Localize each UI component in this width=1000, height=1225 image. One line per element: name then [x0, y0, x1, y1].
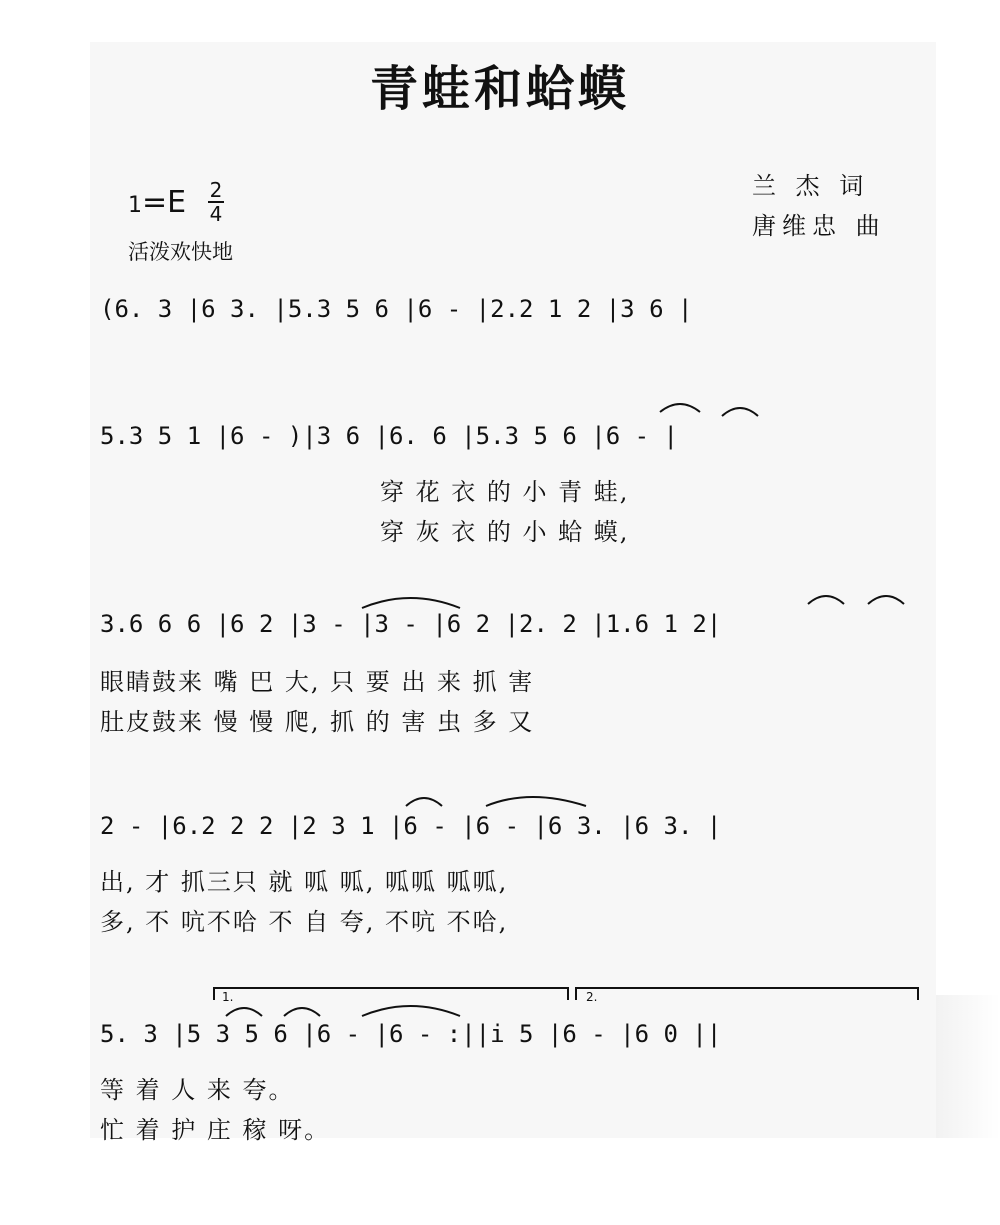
system-3-lyric-verse-1: 眼睛鼓来 嘴 巴 大, 只 要 出 来 抓 害 — [100, 668, 535, 696]
composer-credit: 唐维忠 曲 — [752, 212, 886, 240]
system-2-lyric-verse-1: 穿 花 衣 的 小 青 蛙, — [380, 478, 630, 506]
system-5-lyric-verse-1: 等 着 人 来 夸。 — [100, 1076, 295, 1104]
first-ending-label: 1. — [222, 990, 234, 1004]
system-5-lyric-verse-2: 忙 着 护 庄 稼 呀。 — [100, 1116, 331, 1144]
tempo-marking: 活泼欢快地 — [128, 240, 233, 264]
time-bottom: 4 — [209, 202, 223, 226]
key-value: =E — [142, 185, 187, 220]
system-2-lyric-verse-2: 穿 灰 衣 的 小 蛤 蟆, — [380, 518, 630, 546]
system-4-lyric-verse-1: 出, 才 抓三只 就 呱 呱, 呱呱 呱呱, — [100, 868, 509, 896]
system-1-notes: (6. 3 |6 3. |5.3 5 6 |6 - |2.2 1 2 |3 6 | — [100, 295, 693, 323]
lyricist-credit: 兰 杰 词 — [752, 172, 870, 200]
system-2-notes: 5.3 5 1 |6 - )|3 6 |6. 6 |5.3 5 6 |6 - | — [100, 422, 678, 450]
second-ending-label: 2. — [586, 990, 598, 1004]
system-3-lyric-verse-2: 肚皮鼓来 慢 慢 爬, 抓 的 害 虫 多 又 — [100, 708, 535, 736]
system-3-notes: 3.6 6 6 |6 2 |3 - |3 - |6 2 |2. 2 |1.6 1 2| — [100, 610, 722, 638]
system-4-lyric-verse-2: 多, 不 吭不哈 不 自 夸, 不吭 不哈, — [100, 908, 509, 936]
sheet-paper-edge — [936, 995, 1000, 1138]
time-signature — [208, 180, 224, 224]
system-5-notes: 5. 3 |5 3 5 6 |6 - |6 - :||i 5 |6 - |6 0 || — [100, 1020, 722, 1048]
song-title: 青蛙和蛤蟆 — [369, 61, 630, 117]
key-signature — [128, 185, 186, 220]
key-prefix: 1 — [128, 193, 142, 218]
time-top: 2 — [209, 178, 223, 202]
system-4-notes: 2 - |6.2 2 2 |2 3 1 |6 - |6 - |6 3. |6 3. | — [100, 812, 722, 840]
